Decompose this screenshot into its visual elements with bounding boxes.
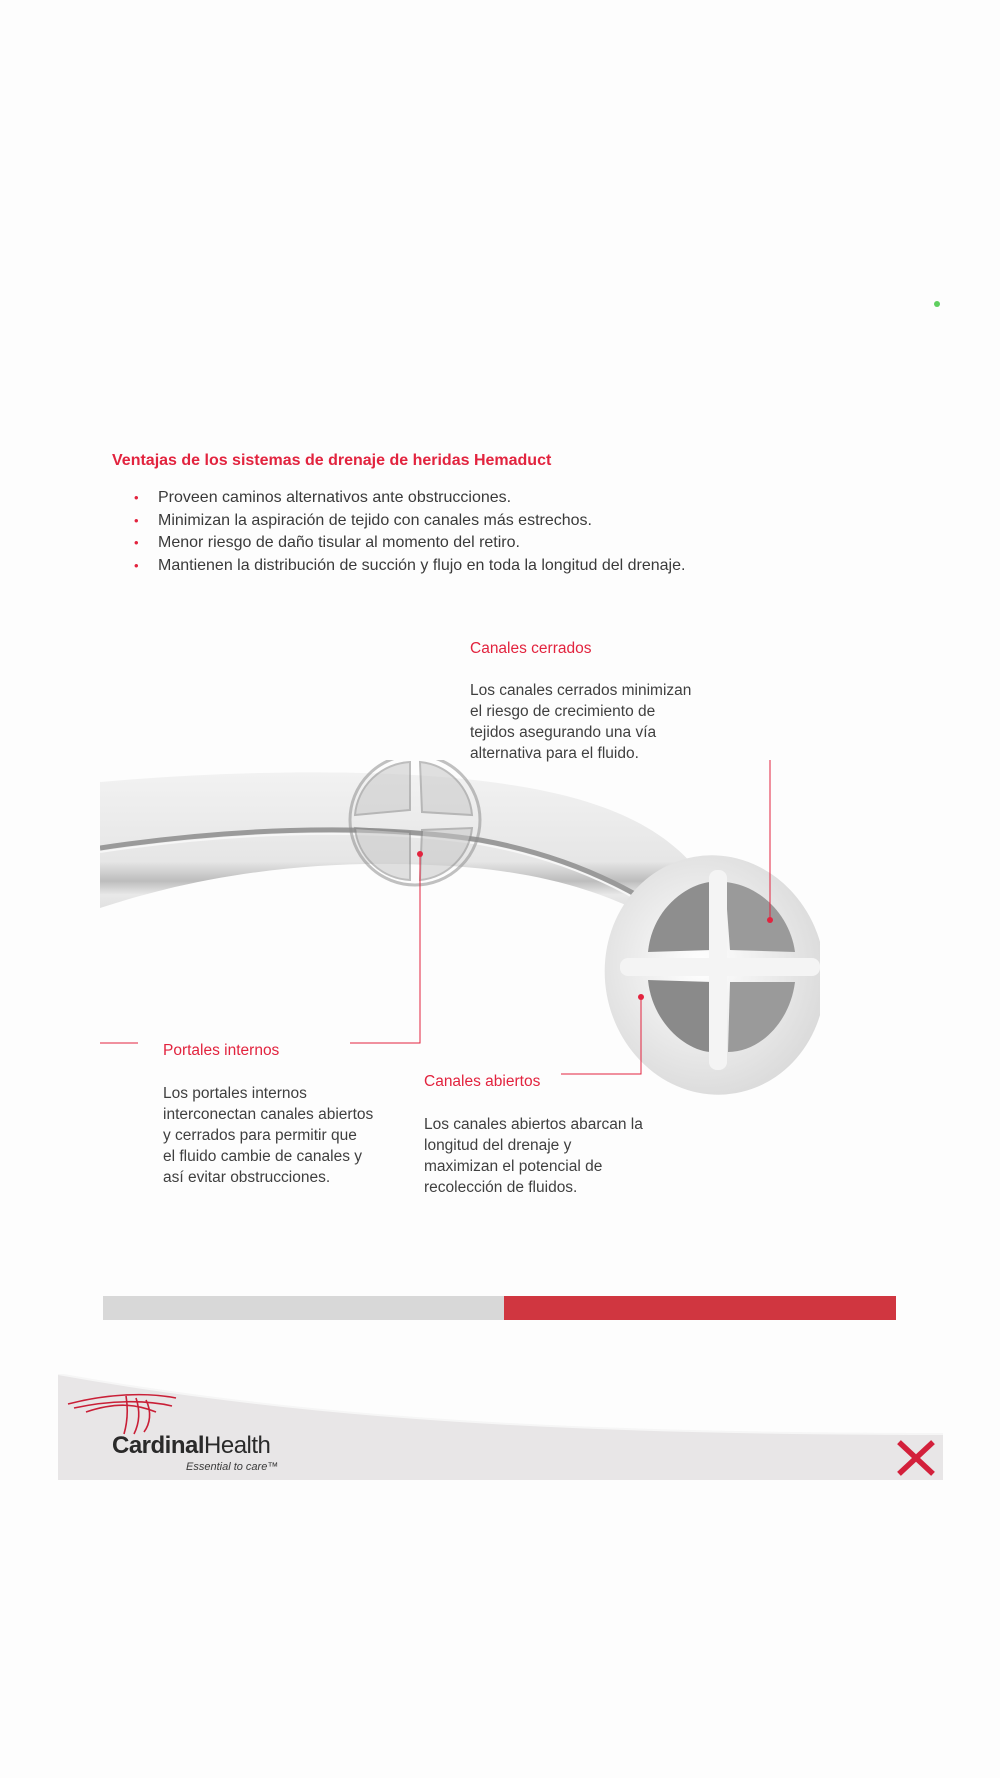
- callout-internal-portals-text: Los portales internos interconectan canales abiertos y cerrados para permitir que el fluido cambie de canales y así evitar obstrucciones.: [163, 1085, 374, 1186]
- benefit-item: • Mantienen la distribución de succión y flujo en toda la longitud del drenaje.: [146, 555, 685, 578]
- status-dot: [934, 301, 940, 307]
- callout-closed-channels-title: Canales cerrados: [470, 640, 592, 657]
- progress-fill: [504, 1296, 896, 1320]
- bullet-icon: •: [134, 490, 139, 505]
- callout-internal-portals-title: Portales internos: [163, 1042, 280, 1059]
- callout-open-channels-title: Canales abiertos: [424, 1073, 541, 1090]
- benefit-item: • Proveen caminos alternativos ante obstrucciones.: [146, 487, 685, 510]
- drain-tube-illustration: [100, 760, 820, 1120]
- brand-name: CardinalHealth: [112, 1432, 271, 1459]
- close-x-icon[interactable]: [897, 1440, 935, 1476]
- callout-open-channels-text: Los canales abiertos abarcan la longitud del drenaje y maximizan el potencial de recolección de fluidos.: [424, 1116, 643, 1196]
- bullet-icon: •: [134, 558, 139, 574]
- benefit-item: • Menor riesgo de daño tisular al momento del retiro.: [146, 532, 685, 555]
- benefits-title: Ventajas de los sistemas de drenaje de heridas Hemaduct: [112, 452, 552, 469]
- benefits-list: [134, 487, 686, 578]
- brand-tagline: Essential to care™: [186, 1461, 279, 1473]
- bullet-icon: •: [134, 512, 139, 528]
- benefit-item: • Minimizan la aspiración de tejido con canales más estrechos.: [146, 510, 685, 533]
- progress-bar: [103, 1296, 896, 1320]
- bullet-icon: •: [134, 535, 139, 551]
- callout-closed-channels-text: Los canales cerrados minimizan el riesgo de crecimiento de tejidos asegurando una vía alternativa para el fluido.: [470, 682, 692, 762]
